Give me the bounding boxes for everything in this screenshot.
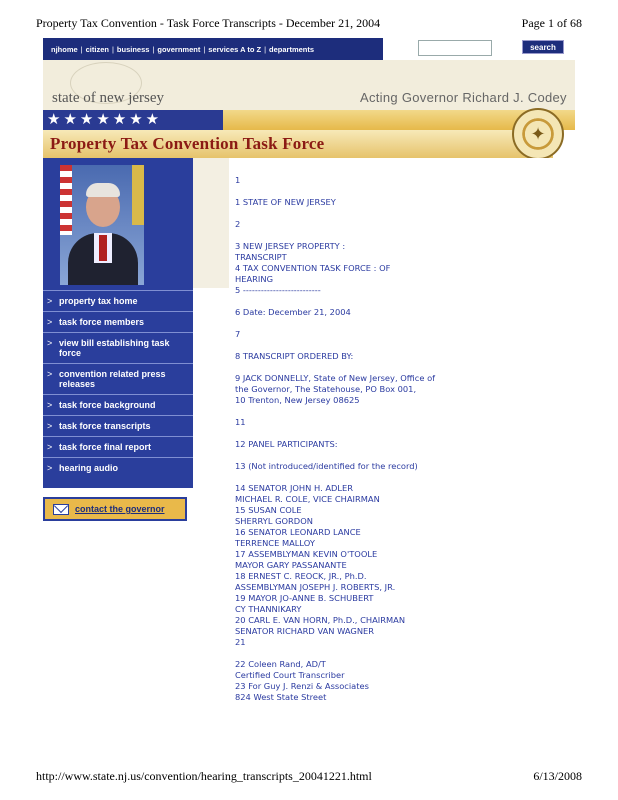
transcript-line: 8 TRANSCRIPT ORDERED BY: <box>235 351 354 361</box>
sidebar-item-label: task force members <box>59 317 145 327</box>
transcript-line: 1 STATE OF NEW JERSEY <box>235 197 336 207</box>
state-name: state of new jersey <box>52 90 165 106</box>
transcript-text <box>235 175 475 714</box>
nav-separator: | <box>80 44 83 54</box>
sidebar-item-hearing-audio[interactable] <box>43 457 193 478</box>
chevron-right-icon: > <box>47 369 53 379</box>
chevron-right-icon: > <box>47 338 53 348</box>
sidebar-item-final-report[interactable] <box>43 436 193 457</box>
chevron-right-icon: > <box>47 400 53 410</box>
transcript-line: 9 JACK DONNELLY, State of New Jersey, Office of the Governor, The Statehouse, PO Box 001, 10 Trenton, New Jersey 08625 <box>235 373 436 405</box>
print-footer <box>36 769 582 784</box>
print-footer-date: 6/13/2008 <box>533 769 582 783</box>
transcript-line: 3 NEW JERSEY PROPERTY : TRANSCRIPT 4 TAX CONVENTION TASK FORCE : OF HEARING 5 -------------------------- <box>235 241 391 295</box>
transcript-line: 6 Date: December 21, 2004 <box>235 307 351 317</box>
print-header-page: Page 1 of 68 <box>521 16 582 30</box>
top-nav-bar <box>43 38 383 60</box>
page-title: Property Tax Convention Task Force <box>50 134 325 153</box>
governor-name: Acting Governor Richard J. Codey <box>360 90 567 105</box>
nav-link-citizen[interactable]: citizen <box>85 44 109 54</box>
nav-separator: | <box>111 44 114 54</box>
nav-separator: | <box>264 44 267 54</box>
content-left-strip <box>193 158 229 288</box>
print-header <box>36 16 582 31</box>
portrait-hair <box>86 183 120 197</box>
stars-bar: ★★★★★★★ <box>43 110 223 130</box>
sidebar-item-label: property tax home <box>59 296 138 306</box>
envelope-icon <box>53 504 69 515</box>
sidebar-item-label: hearing audio <box>59 463 119 473</box>
sidebar-item-label: convention related press releases <box>59 369 166 389</box>
transcript-line: 2 <box>235 219 241 229</box>
chevron-right-icon: > <box>47 317 53 327</box>
nav-link-departments[interactable]: departments <box>269 44 315 54</box>
transcript-line: 13 (Not introduced/identified for the record) <box>235 461 418 471</box>
sidebar-item-background[interactable] <box>43 394 193 415</box>
nav-link-government[interactable]: government <box>157 44 201 54</box>
transcript-line: 22 Coleen Rand, AD/T Certified Court Transcriber 23 For Guy J. Renzi & Associates 824 West State Street <box>235 659 369 702</box>
sidebar-item-label: task force background <box>59 400 156 410</box>
sidebar-item-view-bill[interactable] <box>43 332 193 363</box>
transcript-line: 1 <box>235 175 241 185</box>
transcript-line: 12 PANEL PARTICIPANTS: <box>235 439 338 449</box>
nav-separator: | <box>152 44 155 54</box>
nav-separator: | <box>203 44 206 54</box>
state-seal-icon: ✦ <box>512 108 564 160</box>
print-footer-url: http://www.state.nj.us/convention/hearing_transcripts_20041221.html <box>36 769 372 783</box>
search-input[interactable] <box>418 40 492 56</box>
chevron-right-icon: > <box>47 463 53 473</box>
sidebar-item-transcripts[interactable] <box>43 415 193 436</box>
nav-link-services[interactable]: services A to Z <box>208 44 262 54</box>
nav-link-business[interactable]: business <box>116 44 150 54</box>
contact-governor-label: contact the governor <box>75 504 165 514</box>
governor-photo <box>60 165 144 285</box>
flag-graphic <box>132 165 144 225</box>
sidebar-item-label: view bill establishing task force <box>59 338 170 358</box>
transcript-line: 11 <box>235 417 246 427</box>
sidebar-item-property-tax-home[interactable] <box>43 290 193 311</box>
nav-link-njhome[interactable]: njhome <box>51 44 78 54</box>
sidebar-item-label: task force final report <box>59 442 152 452</box>
print-header-title: Property Tax Convention - Task Force Transcripts - December 21, 2004 <box>36 16 381 30</box>
transcript-line: 14 SENATOR JOHN H. ADLER MICHAEL R. COLE, VICE CHAIRMAN 15 SUSAN COLE SHERRYL GORDON 16 SENATOR LEONARD LANCE TERRENCE MALLOY 17 ASSEMBLYMAN KEVIN O'TOOLE MAYOR GARY PASSANANTE 18 ERNEST C. REOCK, JR., Ph.D. ASSEMBLYMAN JOSEPH J. ROBERTS, JR. 19 MAYOR JO-ANNE B. SCHUBERT CY THANNIKARY 20 CARL E. VAN HORN, Ph.D., CHAIRMAN SENATOR RICHARD VAN WAGNER 21 <box>235 483 406 647</box>
chevron-right-icon: > <box>47 421 53 431</box>
chevron-right-icon: > <box>47 296 53 306</box>
chevron-right-icon: > <box>47 442 53 452</box>
sidebar-item-label: task force transcripts <box>59 421 151 431</box>
transcript-line: 7 <box>235 329 241 339</box>
sidebar-item-press-releases[interactable] <box>43 363 193 394</box>
sidebar-item-task-force-members[interactable] <box>43 311 193 332</box>
search-button[interactable]: search <box>522 40 564 54</box>
flag-graphic <box>60 165 72 235</box>
contact-governor-button[interactable] <box>43 497 187 521</box>
sidebar-nav <box>43 290 193 478</box>
portrait-tie <box>99 235 107 261</box>
